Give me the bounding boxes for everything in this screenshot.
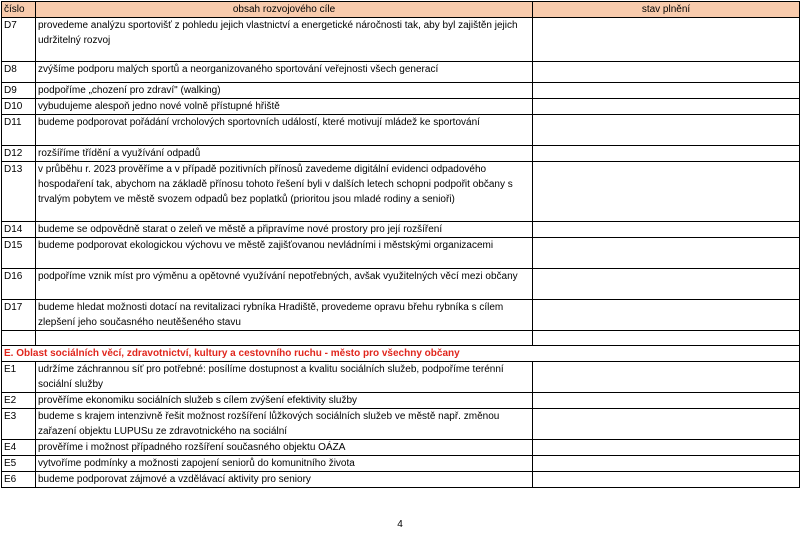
goal-text: podpoříme vznik míst pro výměnu a opětovné využívání nepotřebných, avšak využitelných věcí mezi občany [36,269,533,300]
header-obsah: obsah rozvojového cíle [36,2,533,18]
table-row [2,162,800,222]
section-heading-row [2,346,800,362]
table-row [2,115,800,146]
table-row [2,269,800,300]
status-cell [533,146,800,162]
page-number: 4 [397,519,403,530]
goal-text [36,331,533,346]
table-row [2,238,800,269]
goal-id: D13 [2,162,36,222]
goal-text: budeme podporovat ekologickou výchovu ve městě zajišťovanou nevládními i městskými organizacemi [36,238,533,269]
goal-id: E1 [2,362,36,393]
table-header-row [2,2,800,18]
status-cell [533,300,800,331]
goal-id: E6 [2,472,36,488]
status-cell [533,238,800,269]
goal-text: vytvoříme podmínky a možnosti zapojení seniorů do komunitního života [36,456,533,472]
goal-text: udržíme záchrannou síť pro potřebné: posílíme dostupnost a kvalitu sociálních služeb, podpoříme terénní sociální služby [36,362,533,393]
goal-id [2,331,36,346]
status-cell [533,18,800,62]
goal-id: D15 [2,238,36,269]
status-cell [533,331,800,346]
goal-text: podpoříme „chození pro zdraví" (walking) [36,83,533,99]
section-title: E. Oblast sociálních věcí, zdravotnictví, kultury a cestovního ruchu - město pro všechny občany [2,346,800,362]
goal-id: D14 [2,222,36,238]
status-cell [533,62,800,83]
table-row [2,393,800,409]
table-row [2,62,800,83]
goal-text: provedeme analýzu sportovišť z pohledu jejich vlastnictví a energetické náročnosti tak, aby byl zajištěn jejich udržitelný rozvoj [36,18,533,62]
goal-id: E5 [2,456,36,472]
goal-id: D8 [2,62,36,83]
table-row [2,456,800,472]
goal-text: v průběhu r. 2023 prověříme a v případě pozitivních přínosů zavedeme digitální evidenci odpadového hospodaření tak, abychom na základě přínosu tohoto řešení byli v dalších letech schopni podpořit občany s trvalým pobytem ve městě svozem odpadů bez poplatků (prioritou jsou mladé rodiny a senioři) [36,162,533,222]
goal-id: D9 [2,83,36,99]
status-cell [533,456,800,472]
status-cell [533,222,800,238]
goal-id: D17 [2,300,36,331]
goal-text: vybudujeme alespoň jedno nové volně přístupné hřiště [36,99,533,115]
table-row [2,472,800,488]
goal-text: zvýšíme podporu malých sportů a neorganizovaného sportování veřejnosti všech generací [36,62,533,83]
status-cell [533,440,800,456]
goal-text: prověříme ekonomiku sociálních služeb s cílem zvýšení efektivity služby [36,393,533,409]
goal-id: D11 [2,115,36,146]
goal-text: budeme se odpovědně starat o zeleň ve městě a připravíme nové prostory pro její rozšíření [36,222,533,238]
table-row [2,18,800,62]
status-cell [533,83,800,99]
status-cell [533,269,800,300]
table-row [2,331,800,346]
goal-text: budeme hledat možnosti dotací na revitalizaci rybníka Hradiště, provedeme opravu břehu rybníka s cílem zlepšení jeho současného neutěšeného stavu [36,300,533,331]
table-row [2,146,800,162]
goal-id: E4 [2,440,36,456]
table-row [2,83,800,99]
table-row [2,409,800,440]
status-cell [533,472,800,488]
goal-id: D7 [2,18,36,62]
table-row [2,222,800,238]
status-cell [533,362,800,393]
table-row [2,440,800,456]
goals-table [1,1,800,488]
goal-id: D16 [2,269,36,300]
goal-text: budeme s krajem intenzivně řešit možnost rozšíření lůžkových sociálních služeb ve městě např. změnou zařazení objektu LUPUSu ze zdravotnického na sociální [36,409,533,440]
table-row [2,362,800,393]
header-cislo: číslo [2,2,36,18]
goal-text: prověříme i možnost případného rozšíření současného objektu OÁZA [36,440,533,456]
table-row [2,300,800,331]
goal-text: budeme podporovat pořádání vrcholových sportovních událostí, které motivují mládež ke sportování [36,115,533,146]
status-cell [533,393,800,409]
status-cell [533,409,800,440]
status-cell [533,99,800,115]
status-cell [533,115,800,146]
goal-id: D12 [2,146,36,162]
goal-text: rozšíříme třídění a využívání odpadů [36,146,533,162]
table-row [2,99,800,115]
goal-id: D10 [2,99,36,115]
header-stav: stav plnění [533,2,800,18]
status-cell [533,162,800,222]
goal-text: budeme podporovat zájmové a vzdělávací aktivity pro seniory [36,472,533,488]
goal-id: E3 [2,409,36,440]
goal-id: E2 [2,393,36,409]
